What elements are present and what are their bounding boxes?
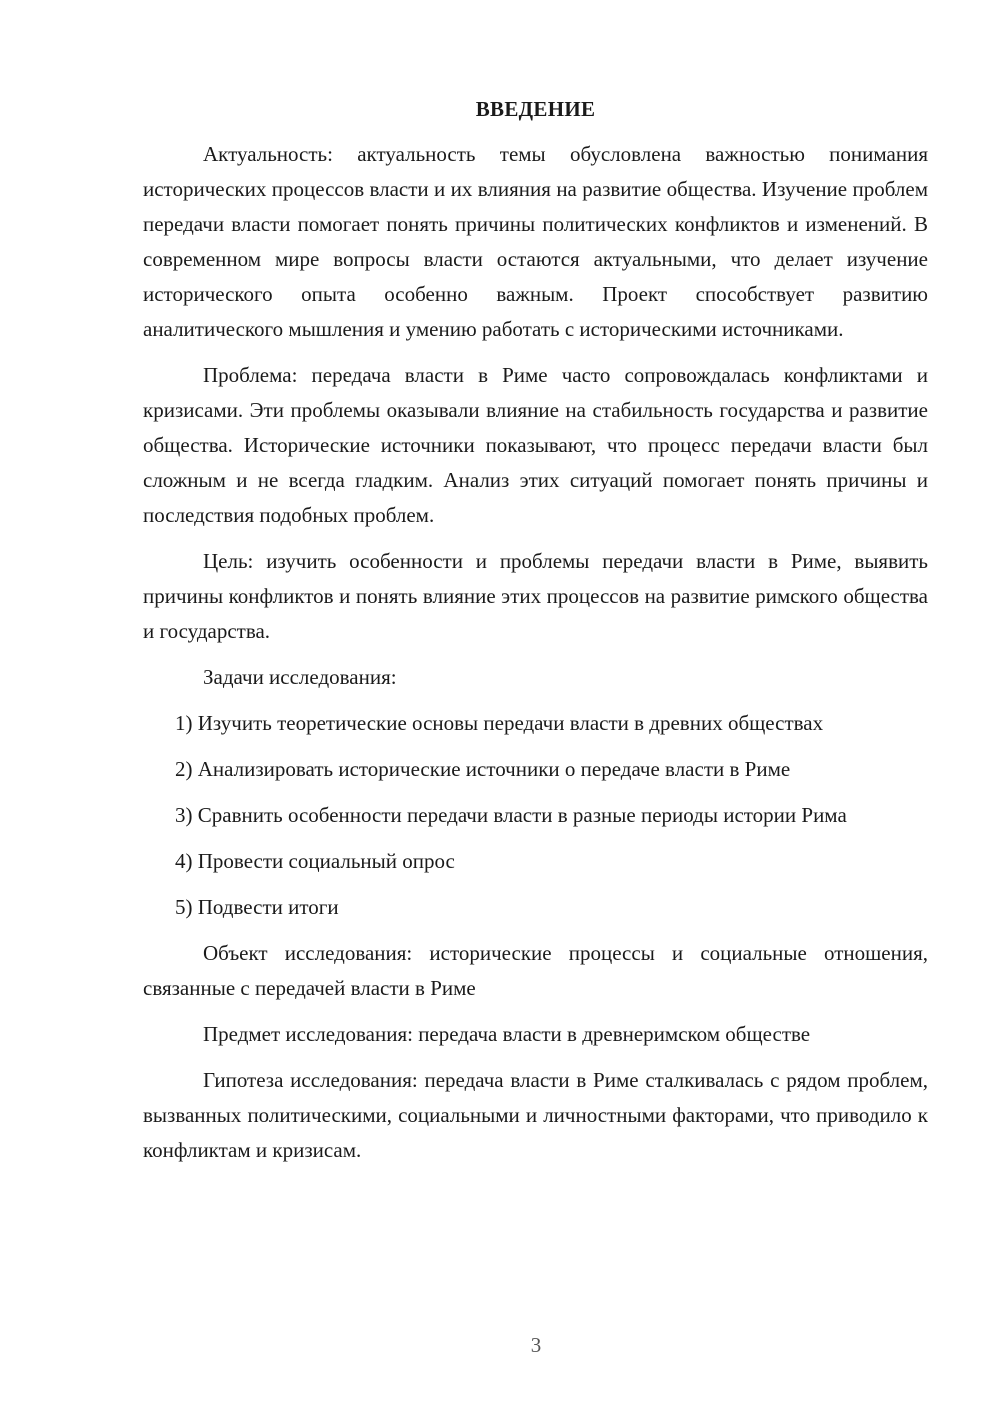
paragraph-goal: Цель: изучить особенности и проблемы передачи власти в Риме, выявить причины конфликтов и понять влияние этих процессов на развитие римского общества и государства. (143, 549, 928, 643)
task-item-5: 5) Подвести итоги (175, 895, 339, 919)
paragraph-object: Объект исследования: исторические процессы и социальные отношения, связанные с передачей власти в Риме (143, 941, 928, 1000)
paragraph-problem: Проблема: передача власти в Риме часто сопровождалась конфликтами и кризисами. Эти проблемы оказывали влияние на стабильность государства и развитие общества. Исторические источники показывают, что процесс передачи власти был сложным и не всегда гладким. Анализ этих ситуаций помогает понять причины и последствия подобных проблем. (143, 363, 928, 527)
page-number: 3 (530, 1333, 542, 1357)
tasks-heading: Задачи исследования: (203, 665, 397, 689)
page-content (143, 92, 928, 1179)
paragraph-subject: Предмет исследования: передача власти в древнеримском обществе (203, 1022, 811, 1046)
task-item-3: 3) Сравнить особенности передачи власти в разные периоды истории Рима (175, 803, 847, 827)
section-title: ВВЕДЕНИЕ (475, 97, 596, 121)
paragraph-relevance: Актуальность: актуальность темы обусловлена важностью понимания исторических процессов власти и их влияния на развитие общества. Изучение проблем передачи власти помогает понять причины политических конфликтов и изменений. В современном мире вопросы власти остаются актуальными, что делает изучение исторического опыта особенно важным. Проект способствует развитию аналитического мышления и умению работать с историческими источниками. (143, 142, 928, 341)
task-item-1: 1) Изучить теоретические основы передачи власти в древних обществах (175, 711, 824, 735)
task-item-4: 4) Провести социальный опрос (175, 849, 455, 873)
task-item-2: 2) Анализировать исторические источники о передаче власти в Риме (175, 757, 791, 781)
paragraph-hypothesis: Гипотеза исследования: передача власти в Риме сталкивалась с рядом проблем, вызванных политическими, социальными и личностными факторами, что приводило к конфликтам и кризисам. (143, 1068, 928, 1162)
